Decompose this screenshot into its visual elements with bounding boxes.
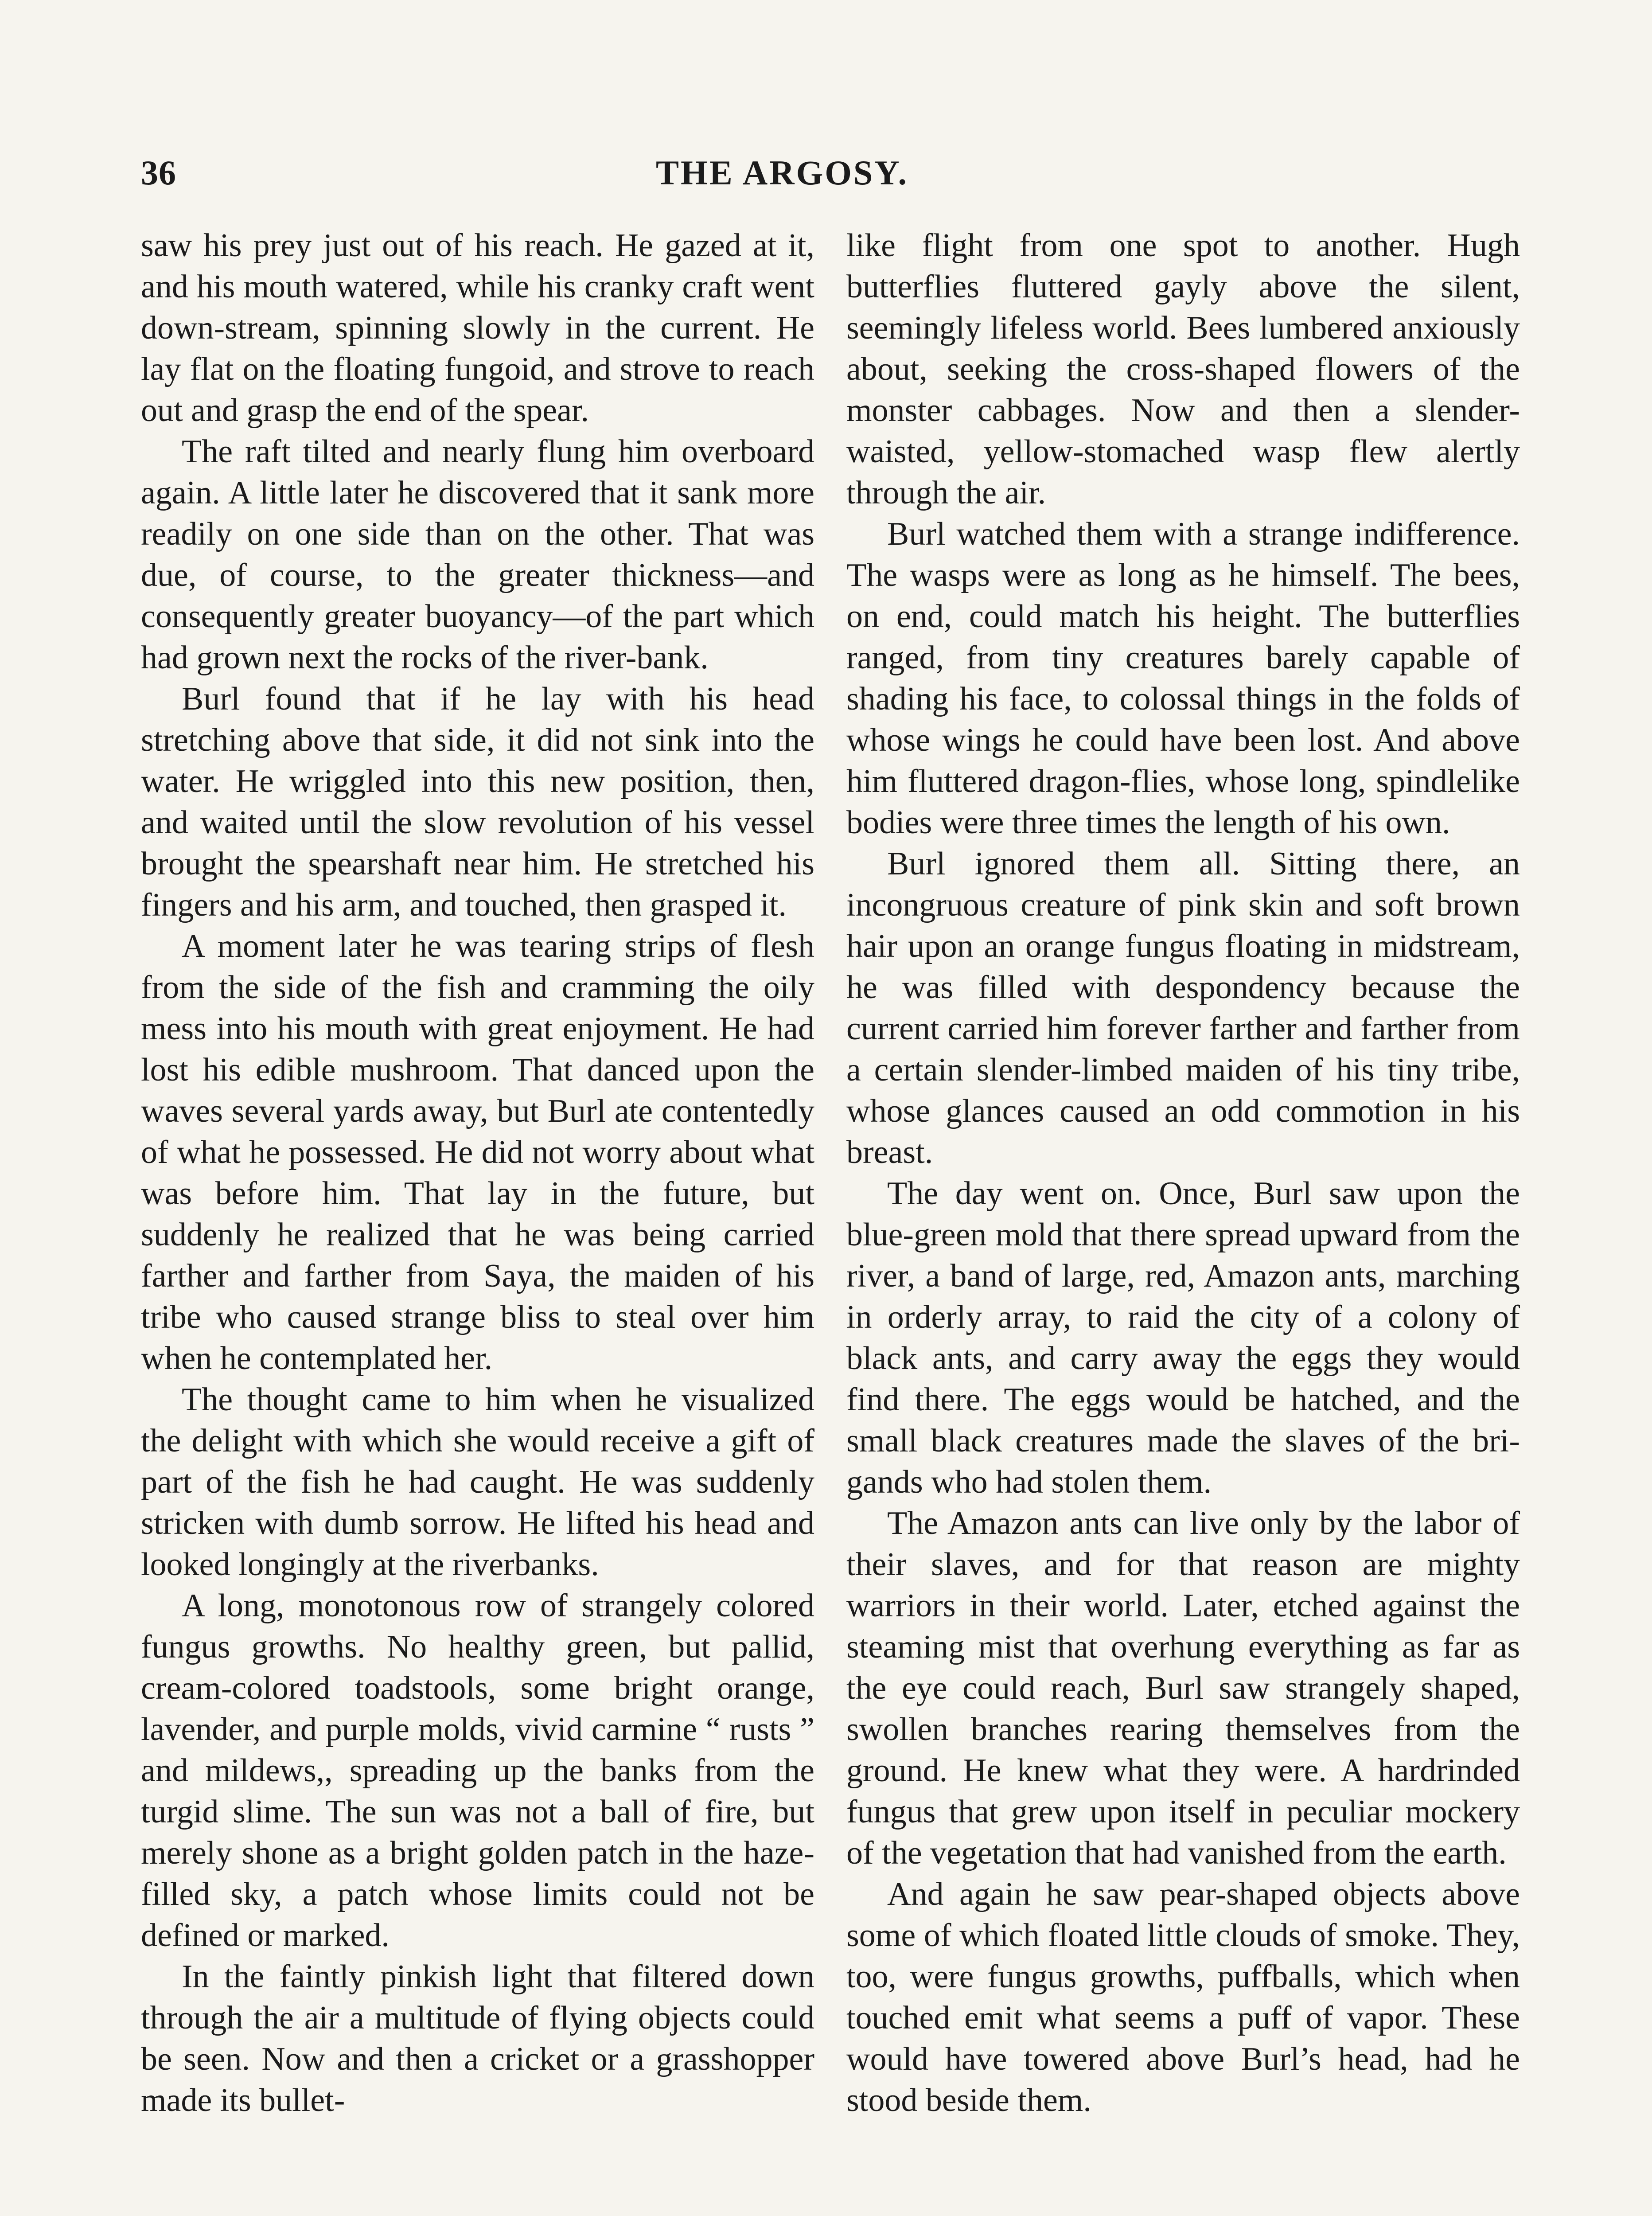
paragraph: The raft tilted and nearly flung him overboard again. A little later he discovered that it sank more readily on one side than on the other. That was due, of course, to the greater thickness—and consequently greater buoyancy—of the part which had grown next the rocks of the river-bank. — [141, 433, 814, 676]
running-head: THE ARGOSY. — [656, 153, 908, 192]
paragraph: like flight from one spot to another. Hugh butterflies fluttered gayly above the silent, seemingly lifeless world. Bees lumbered anxiously about, seeking the cross-shaped flowers of the monster cabbages. Now and then a slender-waisted, yellow-stomached wasp flew alertly through the air. — [846, 227, 1520, 511]
paragraph: Burl ignored them all. Sitting there, an incongruous creature of pink skin and soft brown hair upon an orange fungus floating in midstream, he was filled with despondency because the current carried him forever farther and farther from a certain slender-limbed maiden of his tiny tribe, whose glances caused an odd commotion in his breast. — [846, 846, 1520, 1170]
paragraph: saw his prey just out of his reach. He gazed at it, and his mouth watered, while his cranky craft went down-stream, spinning slowly in the current. He lay flat on the floating fungoid, and strove to reach out and grasp the end of the spear. — [141, 227, 814, 429]
left-column — [141, 225, 814, 2121]
paragraph: In the faintly pinkish light that filtered down through the air a multitude of flying objects could be seen. Now and then a cricket or a grasshopper made its bullet- — [141, 1959, 814, 2118]
paragraph: The day went on. Once, Burl saw upon the blue-green mold that there spread upward from the river, a band of large, red, Amazon ants, marching in orderly array, to raid the city of a colony of black ants, and carry away the eggs they would find there. The eggs would be hatched, and the small black creatures made the slaves of the brigands who had stolen them. — [846, 1175, 1520, 1500]
paragraph: The Amazon ants can live only by the labor of their slaves, and for that reason are mighty warriors in their world. Later, etched against the steaming mist that overhung everything as far as the eye could reach, Burl saw strangely shaped, swollen branches rearing themselves from the ground. He knew what they were. A hardrinded fungus that grew upon itself in peculiar mockery of the vegetation that had vanished from the earth. — [846, 1505, 1520, 1871]
right-column — [846, 225, 1520, 2121]
page-number: 36 — [141, 153, 176, 192]
paragraph: A long, monotonous row of strangely colored fungus growths. No healthy green, but pallid, cream-colored toadstools, some bright orange, lavender, and purple molds, vivid carmine “ rusts ” and mildews,, spreading up the banks from the turgid slime. The sun was not a ball of fire, but merely shone as a bright golden patch in the haze-filled sky, a patch whose limits could not be defined or marked. — [141, 1588, 814, 1954]
paragraph: And again he saw pear-shaped objects above some of which floated little clouds of smoke. They, too, were fungus growths, puffballs, which when touched emit what seems a puff of vapor. These would have towered above Burl’s head, had he stood beside them. — [846, 1876, 1520, 2118]
paragraph: The thought came to him when he visualized the delight with which she would receive a gift of part of the fish he had caught. He was suddenly stricken with dumb sorrow. He lifted his head and looked longingly at the riverbanks. — [141, 1381, 814, 1583]
paragraph: Burl watched them with a strange indifference. The wasps were as long as he himself. The bees, on end, could match his height. The butterflies ranged, from tiny creatures barely capable of shading his face, to colossal things in the folds of whose wings he could have been lost. And above him fluttered dragon-flies, whose long, spindlelike bodies were three times the length of his own. — [846, 516, 1520, 841]
paragraph: A moment later he was tearing strips of flesh from the side of the fish and cramming the oily mess into his mouth with great enjoyment. He had lost his edible mushroom. That danced upon the waves several yards away, but Burl ate contentedly of what he possessed. He did not worry about what was before him. That lay in the future, but suddenly he realized that he was being carried farther and farther from Saya, the maiden of his tribe who caused strange bliss to steal over him when he contemplated her. — [141, 928, 814, 1377]
paragraph: Burl found that if he lay with his head stretching above that side, it did not sink into the water. He wriggled into this new position, then, and waited until the slow revolution of his vessel brought the spearshaft near him. He stretched his fingers and his arm, and touched, then grasped it. — [141, 681, 814, 923]
